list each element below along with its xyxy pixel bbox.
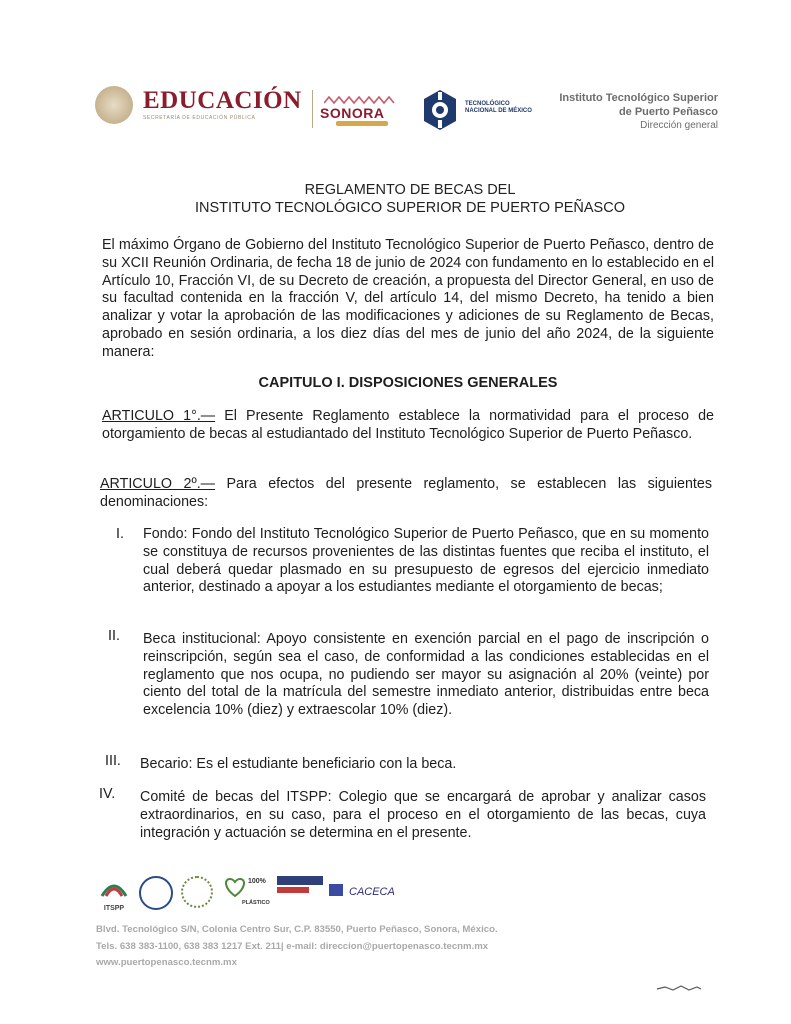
article-1-heading: ARTICULO 1°.— [102, 408, 216, 424]
footer-contact: Tels. 638 383-1100, 638 383 1217 Ext. 211| e-mail: direccion@puertopenasco.tecnm.mx [96, 941, 489, 952]
itspp-logo-text: ITSPP [103, 905, 125, 912]
article-2-text: Para efectos del presente reglamento, se establecen las siguientes denominaciones: [100, 476, 712, 510]
education-logo-subtitle: SECRETARÍA DE EDUCACIÓN PÚBLICA [143, 115, 256, 121]
document-title-line1: REGLAMENTO DE BECAS DEL [304, 182, 516, 198]
institute-department: Dirección general [640, 120, 718, 131]
caceca-logo-text: CACECA [349, 886, 395, 898]
list-item: Comité de becas del ITSPP: Colegio que se encargará de aprobar y analizar casos extraordinarios, en su caso, para el proceso en el otorgamiento de las becas, cuya integración y actuación se determina en el presente. [140, 789, 706, 841]
document-title [120, 181, 700, 217]
article-2-heading: ARTICULO 2º.— [100, 476, 215, 492]
tecnm-logo-text: TECNOLÓGICO NACIONAL DE MÉXICO [465, 101, 532, 114]
plastic-free-label: PLÁSTICO [242, 900, 270, 906]
list-item-number: III. [105, 753, 121, 769]
sonora-logo-tag [336, 121, 388, 126]
sonora-logo-pattern [324, 95, 398, 105]
intro-paragraph: El máximo Órgano de Gobierno del Instituto Tecnológico Superior de Puerto Peñasco, dentro de su XCII Reunión Ordinaria, de fecha 18 de junio de 2024 con fundamento en lo establecido en el Artículo 10, Fracción VI, de su Decreto de creación, a propuesta del Director General, en uso de su facultad contenida en la fracción V, del artículo 14, del mismo Decreto, ha tenido a bien analizar y votar la aprobación de las modificaciones y adiciones de su Reglamento de Becas, aprobado en sesión ordinaria, a los diez días del mes de junio del año 2024, de la siguiente manera: [102, 237, 715, 360]
list-item-number: I. [116, 526, 124, 542]
caceca-emblem-icon [329, 884, 343, 896]
heart-icon [222, 876, 248, 898]
document-title-line2: INSTITUTO TECNOLÓGICO SUPERIOR DE PUERTO PEÑASCO [195, 200, 625, 216]
mexico-seal-logo [95, 86, 133, 124]
chapter-heading: CAPITULO I. DISPOSICIONES GENERALES [258, 375, 558, 391]
itspp-emblem-icon [98, 876, 130, 900]
list-item: Becario: Es el estudiante beneficiario con la beca. [140, 756, 457, 772]
institute-name-line2: de Puerto Peñasco [618, 106, 718, 118]
education-logo-title: EDUCACIÓN [143, 87, 302, 114]
list-item-number: IV. [99, 786, 116, 802]
caceca-partner-logo [277, 876, 323, 902]
footer-website: www.puertopenasco.tecnm.mx [96, 957, 237, 968]
footer-address: Blvd. Tecnológico S/N, Colonia Centro Sur, C.P. 83550, Puerto Peñasco, Sonora, México. [96, 924, 498, 935]
institute-name-line1: Instituto Tecnológico Superior [559, 92, 718, 104]
plastic-free-percent: 100% [248, 878, 266, 885]
gender-equity-seal-icon [181, 876, 213, 908]
article-2 [100, 476, 712, 512]
list-item: Fondo: Fondo del Instituto Tecnológico Superior de Puerto Peñasco, que en su momento se constituya de recursos provenientes de las distintas fuentes que reciba el instituto, el cual deberá quedar plasmado en su presupuesto de egresos del ejercicio inmediato anterior, destinado a apoyar a los estudiantes mediante el otorgamiento de becas; [143, 526, 709, 596]
list-item-number: II. [108, 628, 120, 644]
article-1 [102, 408, 714, 444]
itspp-logo [98, 876, 130, 912]
caceca-logo [329, 876, 415, 906]
logo-divider [312, 90, 313, 128]
signature-mark [655, 983, 703, 993]
tecnm-logo [420, 88, 460, 132]
article-1-text: El Presente Reglamento establece la normatividad para el proceso de otorgamiento de becas al estudiantado del Instituto Tecnológico Superior de Puerto Peñasco. [102, 408, 714, 442]
certification-seal-icon [139, 876, 173, 910]
sonora-logo: SONORA [320, 105, 385, 121]
list-item: Beca institucional: Apoyo consistente en exención parcial en el pago de inscripción o reinscripción, según sea el caso, de conformidad a las condiciones establecidas en el reglamento que nos ocupa, no pudiendo ser mayor su asignación al 20% (veinte) por ciento del total de la matrícula del semestre inmediato anterior, distribuidas entre beca excelencia 10% (diez) y extraescolar 10% (diez). [143, 631, 709, 719]
plastic-free-logo [222, 876, 268, 912]
institute-header [530, 91, 718, 133]
